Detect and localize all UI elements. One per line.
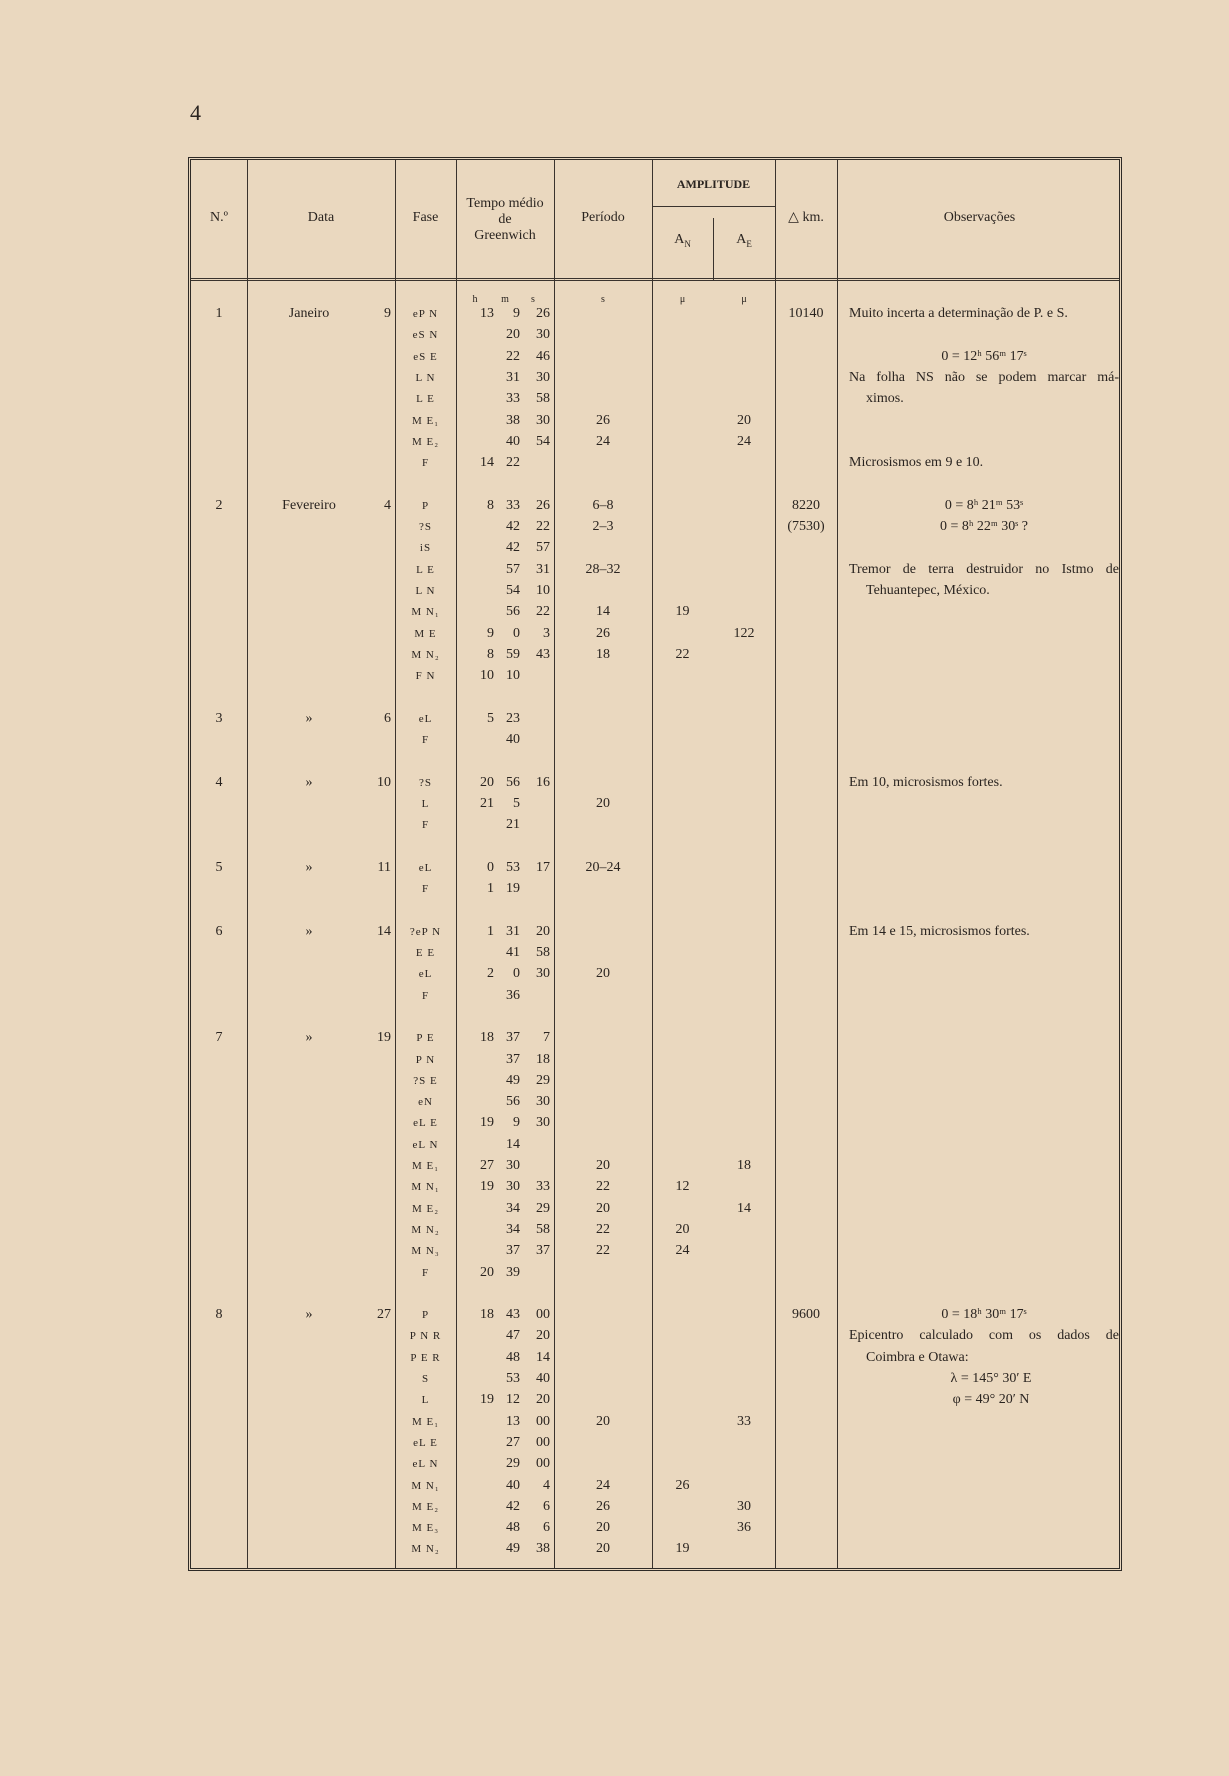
cell-s: 17 (536, 859, 550, 875)
cell-n: 4 (215, 774, 223, 790)
cell-m: 22 (506, 348, 520, 364)
cell-fase: M E (414, 627, 437, 640)
observation-note: Muito incerta a determinação de P. e S. (849, 306, 1068, 321)
cell-month: » (305, 710, 313, 726)
cell-s: 37 (536, 1243, 550, 1259)
cell-fase: M N₂ (411, 1543, 440, 1556)
cell-h: 8 (487, 646, 494, 662)
cell-day: 14 (377, 923, 391, 939)
header-num: N.º (210, 210, 228, 225)
observation-note: Tremor de terra destruidor no Istmo de (849, 561, 1119, 577)
cell-an: 24 (675, 1243, 690, 1259)
observation-note: Microsismos em 9 e 10. (849, 455, 984, 471)
cell-m: 14 (506, 1136, 520, 1152)
cell-month: » (305, 923, 313, 939)
observation-note: 0 = 12ʰ 56ᵐ 17ˢ (941, 348, 1027, 364)
cell-m: 43 (506, 1307, 520, 1323)
cell-km: (7530) (787, 519, 825, 534)
column-rule (837, 160, 838, 1568)
cell-s: 00 (536, 1434, 550, 1450)
cell-fase: M E₂ (411, 435, 440, 448)
cell-per: 20–24 (585, 859, 621, 875)
cell-an: 19 (675, 604, 690, 620)
column-rule (652, 160, 653, 1568)
header-ae-sub: E (746, 238, 752, 249)
cell-n: 8 (215, 1307, 223, 1323)
amplitude-rule (652, 206, 775, 207)
cell-s: 58 (536, 1221, 550, 1237)
cell-day: 9 (384, 306, 391, 321)
cell-fase: P N R (409, 1330, 442, 1343)
cell-fase: M N₂ (411, 648, 440, 661)
cell-per: 20 (596, 1200, 610, 1216)
cell-fase: F (421, 989, 430, 1002)
cell-s: 46 (536, 348, 550, 364)
cell-m: 48 (506, 1520, 520, 1536)
cell-per: 26 (596, 412, 610, 428)
cell-fase: M N₁ (411, 1479, 440, 1492)
cell-per: 20 (596, 1413, 610, 1429)
cell-m: 40 (506, 1477, 520, 1493)
cell-day: 19 (377, 1030, 391, 1046)
cell-an: 12 (675, 1179, 690, 1195)
cell-s: 43 (536, 646, 550, 662)
cell-s: 4 (543, 1477, 550, 1493)
cell-fase: eL (418, 968, 433, 981)
cell-ae: 36 (737, 1520, 751, 1536)
cell-m: 21 (506, 817, 520, 833)
column-rule (775, 160, 776, 1568)
cell-day: 11 (377, 859, 391, 875)
cell-per: 26 (596, 625, 610, 641)
cell-fase: M E₁ (411, 1160, 440, 1172)
cell-m: 38 (506, 412, 520, 428)
cell-m: 56 (506, 774, 520, 790)
cell-fase: eL N (412, 1138, 439, 1151)
cell-m: 31 (506, 923, 520, 939)
cell-m: 9 (513, 1115, 520, 1131)
cell-s: 57 (536, 540, 550, 556)
cell-m: 31 (506, 369, 520, 385)
cell-m: 59 (506, 646, 520, 662)
cell-m: 53 (506, 859, 520, 875)
cell-n: 1 (215, 306, 223, 321)
cell-month: Fevereiro (282, 497, 336, 513)
cell-fase: eL E (413, 1436, 438, 1449)
cell-fase: F (421, 1266, 430, 1279)
header-ae (713, 232, 775, 252)
cell-per: 20 (596, 1158, 610, 1173)
cell-fase: iS (419, 542, 432, 555)
cell-fase: M N₁ (411, 606, 440, 619)
cell-ae: 18 (737, 1158, 751, 1173)
cell-fase: eP N (412, 308, 439, 320)
header-data: Data (307, 210, 335, 225)
cell-fase: F (421, 819, 430, 832)
cell-fase: F (421, 734, 430, 746)
cell-per: 22 (596, 1221, 610, 1237)
cell-s: 6 (543, 1498, 550, 1514)
header-an-letter: A (674, 232, 685, 247)
cell-per: 26 (596, 1498, 610, 1514)
cell-h: 18 (480, 1030, 494, 1046)
cell-per: 24 (596, 1477, 610, 1493)
observation-note: ximos. (866, 391, 904, 407)
cell-m: 49 (506, 1072, 520, 1088)
cell-fase: F N (415, 670, 436, 683)
cell-fase: M E₂ (411, 1500, 440, 1513)
column-rule (247, 160, 248, 1568)
cell-fase: ?S (419, 521, 432, 533)
cell-s: 00 (536, 1456, 550, 1472)
cell-fase: eS N (412, 329, 439, 342)
cell-per: 20 (596, 795, 610, 811)
cell-fase: F (421, 883, 430, 896)
cell-h: 19 (480, 1179, 494, 1195)
cell-per: 6–8 (592, 497, 614, 513)
cell-m: 37 (506, 1051, 520, 1067)
observation-note: Tehuantepec, México. (866, 582, 990, 598)
header-tempo (456, 196, 554, 244)
cell-s: 30 (536, 966, 550, 982)
cell-h: 1 (487, 923, 494, 939)
cell-h: 27 (480, 1158, 494, 1173)
cell-m: 53 (506, 1371, 520, 1386)
cell-s: 29 (536, 1072, 550, 1088)
cell-m: 39 (506, 1264, 520, 1280)
unit-periodo: s (601, 294, 605, 305)
cell-h: 20 (480, 1264, 494, 1280)
cell-s: 29 (536, 1200, 550, 1216)
observation-note: 0 = 8ʰ 21ᵐ 53ˢ (944, 497, 1024, 513)
cell-m: 40 (506, 732, 520, 747)
cell-m: 40 (506, 433, 520, 449)
cell-h: 8 (487, 497, 494, 513)
cell-h: 18 (480, 1307, 494, 1323)
observation-note: λ = 145° 30′ E (950, 1371, 1032, 1386)
header-rule (191, 278, 1119, 281)
cell-fase: eL (418, 861, 433, 874)
cell-per: 22 (596, 1179, 610, 1195)
cell-s: 00 (536, 1307, 550, 1323)
cell-m: 54 (506, 582, 520, 598)
cell-fase: P (421, 499, 430, 512)
cell-ae: 20 (737, 412, 751, 428)
unit-m: m (501, 294, 509, 305)
cell-fase: P E (416, 1032, 435, 1045)
cell-fase: eL N (412, 1458, 439, 1471)
cell-m: 27 (506, 1434, 520, 1450)
cell-m: 30 (506, 1179, 520, 1195)
cell-an: 19 (675, 1541, 690, 1557)
observation-note: φ = 49° 20′ N (952, 1392, 1030, 1408)
cell-m: 47 (506, 1328, 520, 1344)
cell-ae: 14 (737, 1200, 751, 1216)
cell-s: 7 (543, 1030, 550, 1046)
cell-day: 10 (377, 774, 391, 790)
cell-s: 10 (536, 582, 550, 598)
header-ae-letter: A (736, 232, 747, 247)
cell-m: 30 (506, 1158, 520, 1173)
cell-s: 16 (536, 774, 550, 790)
cell-m: 42 (506, 519, 520, 534)
cell-s: 30 (536, 1094, 550, 1110)
cell-n: 5 (215, 859, 223, 875)
header-observacoes: Observações (943, 210, 1016, 225)
cell-s: 26 (536, 497, 550, 513)
cell-h: 21 (480, 795, 494, 811)
cell-h: 10 (480, 668, 494, 684)
cell-per: 20 (596, 966, 610, 982)
unit-h: h (472, 294, 478, 305)
cell-h: 19 (480, 1115, 494, 1131)
cell-m: 34 (506, 1200, 520, 1216)
cell-fase: S (421, 1373, 430, 1385)
cell-per: 24 (596, 433, 610, 449)
observation-note: 0 = 18ʰ 30ᵐ 17ˢ (941, 1307, 1027, 1323)
header-an (652, 232, 713, 252)
cell-m: 33 (506, 391, 520, 407)
cell-m: 42 (506, 1498, 520, 1514)
header-amplitude: AMPLITUDE (676, 177, 751, 191)
cell-fase: M N₁ (411, 1181, 440, 1194)
cell-fase: M E₃ (411, 1522, 440, 1535)
cell-s: 31 (536, 561, 550, 577)
cell-m: 13 (506, 1413, 520, 1429)
cell-m: 42 (506, 540, 520, 556)
cell-per: 22 (596, 1243, 610, 1259)
observation-note: Em 14 e 15, microsismos fortes. (849, 923, 1030, 939)
cell-m: 48 (506, 1349, 520, 1365)
cell-s: 54 (536, 433, 550, 449)
cell-s: 58 (536, 391, 550, 407)
cell-month: » (305, 774, 313, 790)
cell-m: 36 (506, 987, 520, 1003)
cell-day: 6 (384, 710, 391, 726)
cell-h: 9 (487, 625, 494, 641)
cell-m: 20 (506, 327, 520, 343)
cell-fase: M N₃ (411, 1245, 440, 1258)
cell-h: 20 (480, 774, 494, 790)
seismic-table (188, 157, 1122, 1571)
cell-n: 2 (215, 497, 223, 513)
cell-fase: eN (418, 1096, 433, 1109)
cell-s: 22 (536, 604, 550, 620)
cell-s: 22 (536, 519, 550, 534)
cell-m: 33 (506, 497, 520, 513)
cell-month: » (305, 1030, 313, 1046)
cell-s: 40 (536, 1371, 550, 1386)
observation-note: 0 = 8ʰ 22ᵐ 30ˢ ? (940, 519, 1028, 534)
header-tempo-line2: de (498, 212, 512, 227)
cell-n: 3 (215, 710, 223, 726)
observation-note: Coimbra e Otawa: (866, 1349, 969, 1365)
cell-fase: E E (415, 947, 436, 959)
header-periodo: Período (581, 210, 625, 225)
cell-s: 00 (536, 1413, 550, 1429)
cell-month: » (305, 859, 313, 875)
cell-s: 14 (536, 1349, 550, 1365)
unit-an: μ (679, 294, 686, 305)
cell-fase: M E₂ (411, 1202, 440, 1215)
cell-h: 13 (480, 306, 494, 321)
cell-h: 2 (487, 966, 494, 982)
observation-note: Na folha NS não se podem marcar má- (849, 369, 1119, 385)
cell-m: 41 (506, 945, 520, 960)
cell-fase: eL E (413, 1117, 438, 1130)
cell-s: 30 (536, 1115, 550, 1131)
cell-per: 18 (596, 646, 610, 662)
cell-m: 56 (506, 1094, 520, 1110)
cell-h: 1 (487, 881, 494, 897)
cell-m: 5 (513, 795, 520, 811)
cell-s: 6 (543, 1520, 550, 1536)
cell-h: 19 (480, 1392, 494, 1408)
cell-month: » (305, 1307, 313, 1323)
cell-fase: P (421, 1309, 430, 1322)
cell-m: 10 (506, 668, 520, 684)
cell-fase: L E (416, 563, 435, 576)
cell-s: 26 (536, 306, 550, 321)
cell-day: 27 (377, 1307, 391, 1323)
cell-m: 9 (513, 306, 520, 321)
cell-m: 29 (506, 1456, 520, 1472)
cell-ae: 33 (737, 1413, 751, 1429)
cell-fase: ?eP N (409, 925, 442, 938)
cell-fase: F (421, 457, 430, 470)
cell-s: 30 (536, 369, 550, 385)
cell-m: 34 (506, 1221, 520, 1237)
cell-m: 0 (513, 966, 520, 982)
unit-ae: μ (741, 294, 747, 305)
cell-s: 58 (536, 945, 550, 960)
cell-n: 7 (215, 1030, 223, 1046)
cell-ae: 122 (733, 625, 755, 641)
cell-s: 20 (536, 1328, 550, 1344)
cell-per: 2–3 (592, 519, 614, 534)
cell-fase: M E₁ (411, 414, 440, 427)
cell-s: 38 (536, 1541, 550, 1557)
cell-s: 18 (536, 1051, 550, 1067)
observation-note: Em 10, microsismos fortes. (849, 774, 1003, 790)
cell-km: 10140 (788, 306, 824, 321)
cell-per: 20 (596, 1541, 610, 1557)
cell-fase: ?S (419, 776, 432, 789)
cell-m: 22 (506, 455, 520, 471)
cell-fase: L N (415, 371, 436, 384)
cell-per: 14 (596, 604, 610, 620)
cell-s: 33 (536, 1179, 550, 1195)
cell-month: Janeiro (288, 306, 330, 321)
cell-m: 49 (506, 1541, 520, 1557)
cell-ae: 30 (737, 1498, 751, 1514)
header-fase: Fase (412, 210, 439, 225)
cell-s: 30 (536, 412, 550, 428)
cell-n: 6 (215, 923, 223, 939)
cell-m: 56 (506, 604, 520, 620)
observation-note: Epicentro calculado com os dados de (849, 1328, 1119, 1344)
cell-m: 57 (506, 561, 520, 577)
cell-per: 28–32 (585, 561, 621, 577)
header-tempo-line3: Greenwich (474, 228, 536, 243)
header-delta-km: △ km. (788, 210, 824, 225)
cell-fase: L (421, 797, 430, 810)
cell-h: 14 (480, 455, 494, 471)
cell-day: 4 (384, 497, 391, 513)
cell-fase: M E₁ (411, 1415, 440, 1428)
cell-s: 20 (536, 923, 550, 939)
cell-s: 20 (536, 1392, 550, 1408)
cell-m: 37 (506, 1243, 520, 1259)
cell-m: 23 (506, 710, 520, 726)
cell-m: 12 (506, 1392, 520, 1408)
cell-h: 0 (487, 859, 494, 875)
cell-m: 19 (506, 881, 520, 897)
cell-an: 26 (675, 1477, 690, 1493)
cell-s: 3 (543, 625, 550, 641)
cell-fase: ?S E (413, 1074, 438, 1087)
cell-h: 5 (487, 710, 494, 726)
cell-km: 9600 (792, 1307, 820, 1323)
cell-fase: eS E (413, 350, 438, 363)
cell-fase: L (421, 1394, 430, 1407)
cell-per: 20 (596, 1520, 610, 1536)
cell-m: 37 (506, 1030, 520, 1046)
cell-s: 30 (536, 327, 550, 343)
header-tempo-line1: Tempo médio (466, 196, 544, 211)
cell-km: 8220 (792, 497, 820, 513)
header-an-sub: N (684, 238, 691, 249)
cell-fase: L N (415, 584, 436, 597)
cell-m: 0 (513, 625, 520, 641)
cell-fase: P N (415, 1053, 436, 1066)
unit-s: s (531, 294, 535, 305)
page-number: 4 (190, 100, 201, 125)
cell-fase: eL (418, 712, 433, 725)
cell-an: 20 (675, 1221, 690, 1237)
cell-fase: P E R (410, 1351, 441, 1364)
cell-ae: 24 (737, 433, 751, 449)
cell-fase: L E (416, 393, 435, 406)
cell-an: 22 (675, 646, 690, 662)
cell-fase: M N₂ (411, 1223, 440, 1236)
